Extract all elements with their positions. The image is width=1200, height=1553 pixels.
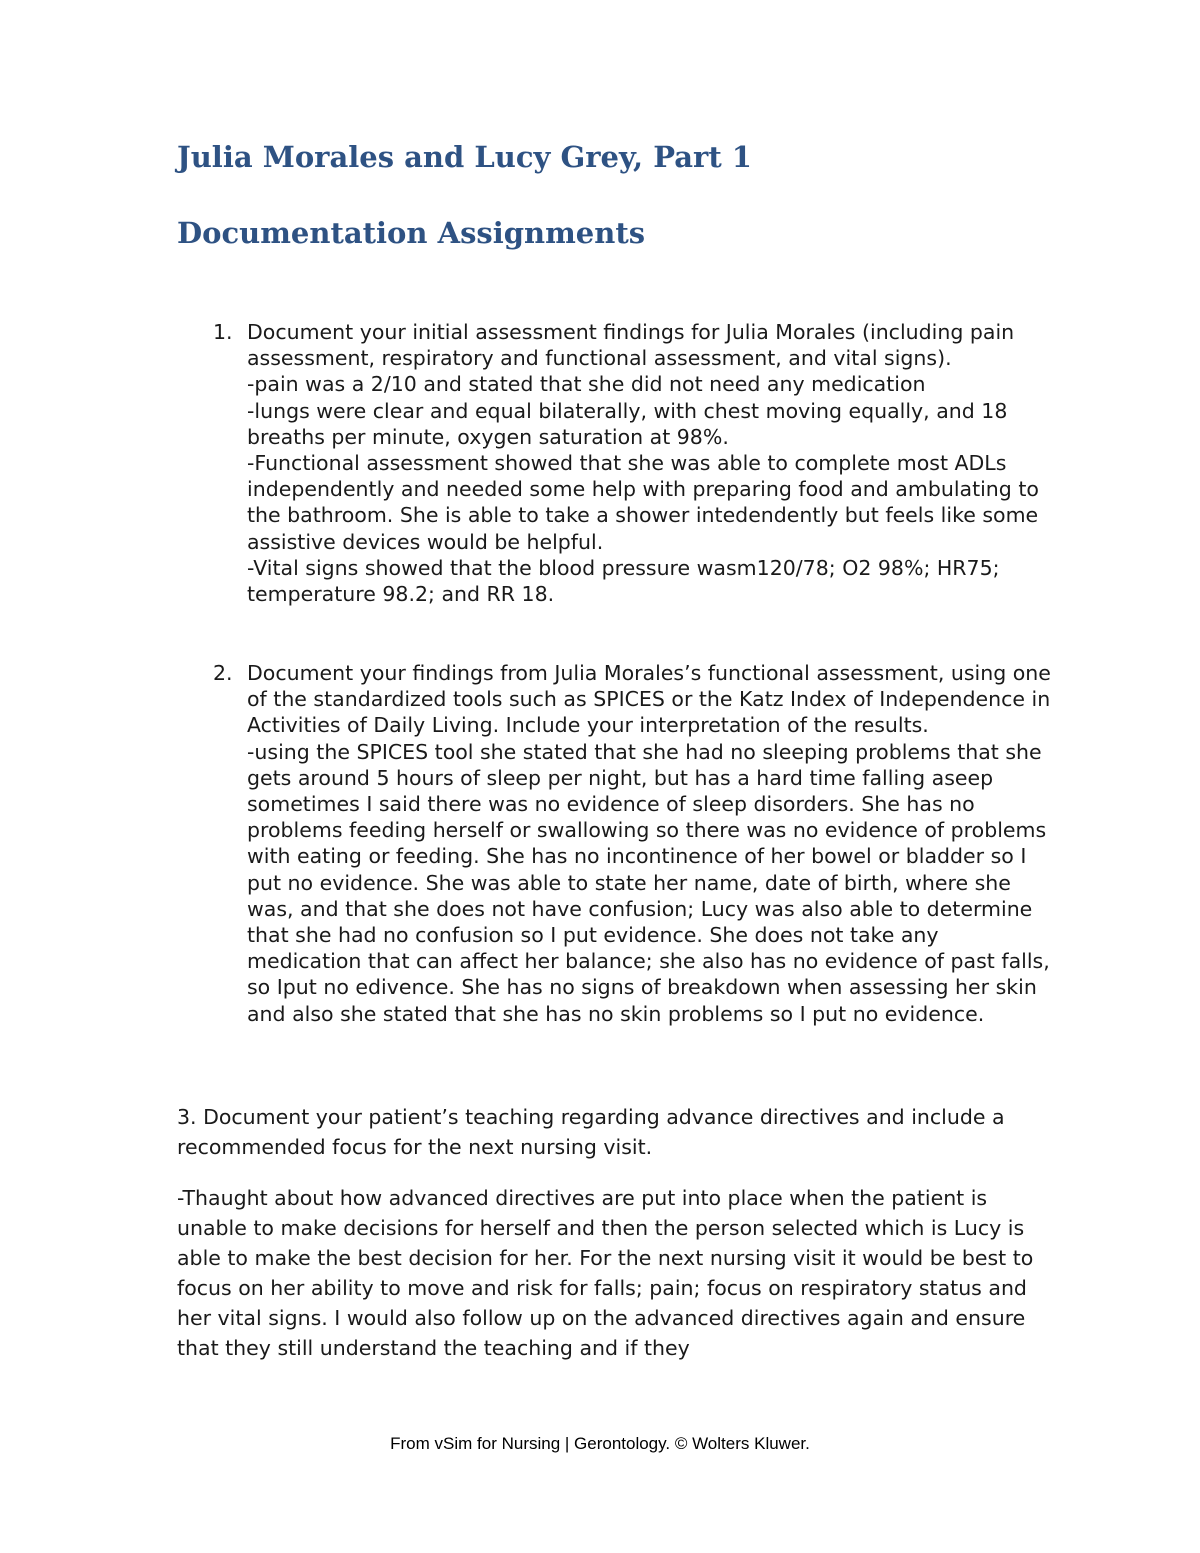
list-item bbox=[205, 660, 1055, 1027]
page-footer: From vSim for Nursing | Gerontology. © Wolters Kluwer. bbox=[390, 1434, 810, 1453]
item-3-question: 3. Document your patient’s teaching regarding advance directives and include a recommended focus for the next nursing visit. bbox=[177, 1105, 1005, 1159]
item-number: 1. bbox=[213, 320, 233, 344]
assignment-list-item-1 bbox=[205, 319, 1055, 607]
item-answer: -lungs were clear and equal bilaterally, with chest moving equally, and 18 breaths per minute, oxygen saturation at 98%. bbox=[247, 398, 1008, 449]
item-question: Document your initial assessment findings for Julia Morales (including pain assessment, respiratory and functional assessment, and vital signs). bbox=[247, 320, 1015, 371]
document-title: Julia Morales and Lucy Grey, Part 1 bbox=[177, 140, 752, 174]
document-subtitle: Documentation Assignments bbox=[177, 216, 646, 250]
list-item bbox=[205, 319, 1055, 607]
assignment-list-item-2 bbox=[205, 660, 1055, 1027]
item-question: Document your findings from Julia Morales’s functional assessment, using one of the standardized tools such as SPICES or the Katz Index of Independence in Activities of Daily Living. Include your interpretation of the results. bbox=[247, 661, 1051, 738]
item-answer: -Functional assessment showed that she was able to complete most ADLs independently and needed some help with preparing food and ambulating to the bathroom. She is able to take a shower intedendently but feels like some assistive devices would be helpful. bbox=[247, 451, 1039, 554]
item-answer: -using the SPICES tool she stated that she had no sleeping problems that she gets around 5 hours of sleep per night, but has a hard time falling aseep sometimes I said there was no evidence of sleep disorders. She has no problems feeding herself or swallowing so there was no evidence of problems with eating or feeding. She has no incontinence of her bowel or bladder so I put no evidence. She was able to state her name, date of birth, where she was, and that she does not have confusion; Lucy was also able to determine that she had no confusion so I put evidence. She does not take any medication that can affect her balance; she also has no evidence of past falls, so Iput no edivence. She has no signs of breakdown when assessing her skin and also she stated that she has no skin problems so I put no evidence. bbox=[247, 739, 1050, 1026]
item-3-answer: -Thaught about how advanced directives are put into place when the patient is unable to make decisions for herself and then the person selected which is Lucy is able to make the best decision for her. For the next nursing visit it would be best to focus on her ability to move and risk for falls; pain; focus on respiratory status and her vital signs. I would also follow up on the advanced directives again and ensure that they still understand the teaching and if they bbox=[177, 1186, 1034, 1360]
item-number: 2. bbox=[213, 661, 233, 685]
item-answer: -Vital signs showed that the blood pressure wasm120/78; O2 98%; HR75; temperature 98.2; and RR 18. bbox=[247, 555, 1000, 607]
item-answer: -pain was a 2/10 and stated that she did not need any medication bbox=[247, 372, 926, 397]
